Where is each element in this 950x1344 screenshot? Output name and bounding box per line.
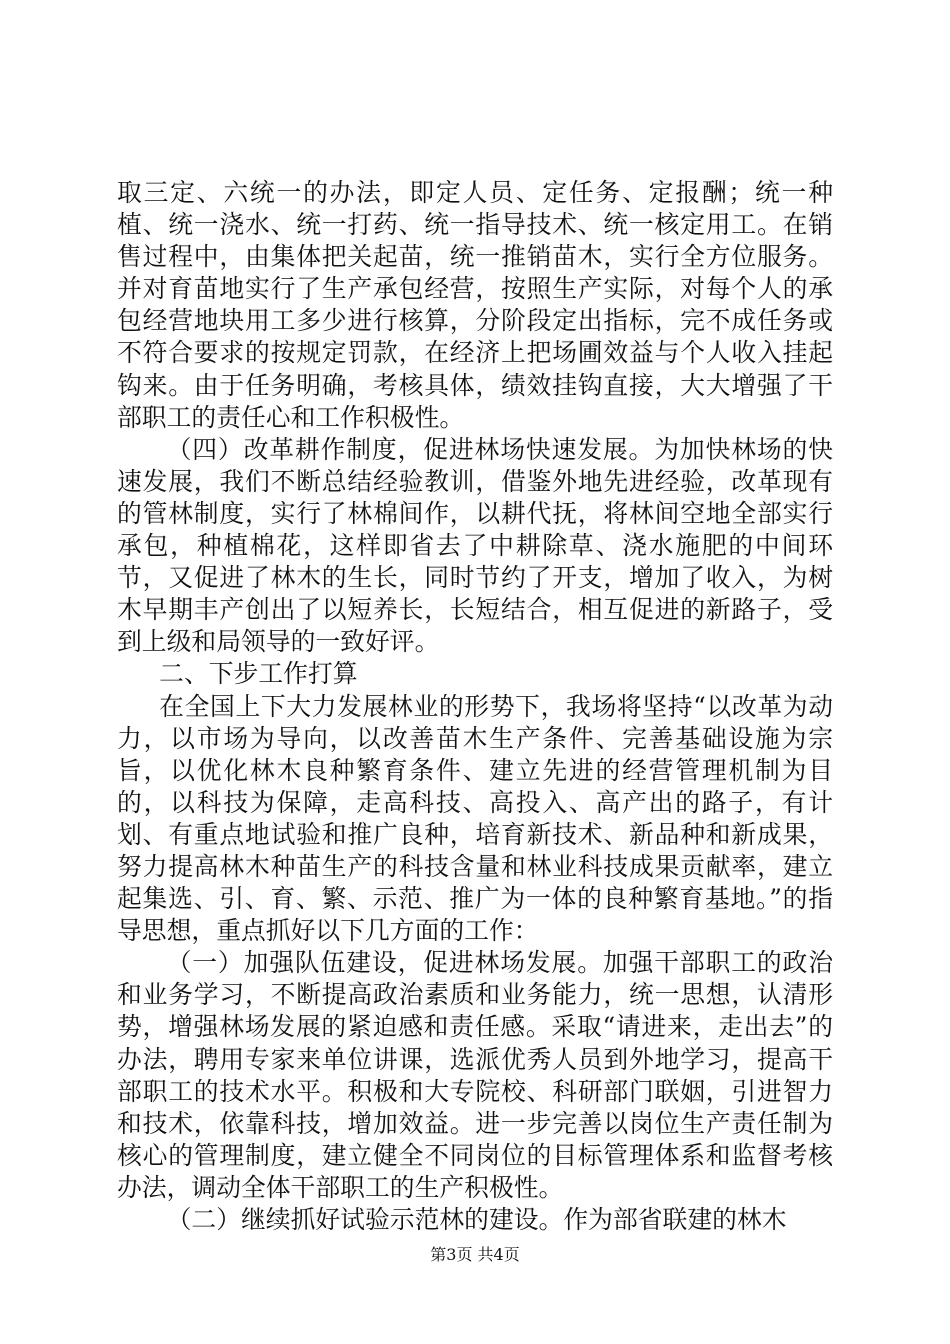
paragraph-3: 在全国上下大力发展林业的形势下，我场将坚持“以改革为动力，以市场为导向，以改善苗木生产条件、完善基础设施为宗旨，以优化林木良种繁育条件、建立先进的经营管理机制为目的，以科技为保障，走高科技、高投入、高产出的路子，有计划、有重点地试验和推广良种，培育新技术、新品种和新成果，努力提高林木种苗生产的科技含量和林业科技成果贡献率，建立起集选、引、育、繁、示范、推广为一体的良种繁育基地。”的指导思想，重点抓好以下几方面的工作：	[117, 691, 833, 946]
section-heading: 二、下步工作打算	[159, 659, 358, 689]
page-number-footer: 第3页 共4页	[430, 1245, 520, 1264]
paragraph-1: 取三定、六统一的办法，即定人员、定任务、定报酬；统一种植、统一浇水、统一打药、统一指导技术、统一核定用工。在销售过程中，由集体把关起苗，统一推销苗木，实行全方位服务。并对育苗地实行了生产承包经营，按照生产实际，对每个人的承包经营地块用工多少进行核算，分阶段定出指标，完不成任务或不符合要求的按规定罚款，在经济上把场圃效益与个人收入挂起钩来。由于任务明确，考核具体，绩效挂钩直接，大大增强了干部职工的责任心和工作积极性。	[117, 178, 833, 432]
paragraph-2: （四）改革耕作制度，促进林场快速发展。为加快林场的快速发展，我们不断总结经验教训，借鉴外地先进经验，改革现有的管林制度，实行了林棉间作，以耕代抚，将林间空地全部实行承包，种植棉花，这样即省去了中耕除草、浇水施肥的中间环节，又促进了林木的生长，同时节约了开支，增加了收入，为树木早期丰产创出了以短养长，长短结合，相互促进的新路子，受到上级和局领导的一致好评。	[117, 434, 833, 657]
paragraph-4: （一）加强队伍建设，促进林场发展。加强干部职工的政治和业务学习，不断提高政治素质和业务能力，统一思想，认清形势，增强林场发展的紧迫感和责任感。采取“请进来，走出去”的办法，聘用专家来单位讲课，选派优秀人员到外地学习，提高干部职工的技术水平。积极和大专院校、科研部门联姻，引进智力和技术，依靠科技，增加效益。进一步完善以岗位生产责任制为核心的管理制度，建立健全不同岗位的目标管理体系和监督考核办法，调动全体干部职工的生产积极性。	[117, 948, 833, 1202]
paragraph-5: （二）继续抓好试验示范林的建设。作为部省联建的林木	[166, 1205, 787, 1234]
document-body	[117, 177, 833, 1236]
